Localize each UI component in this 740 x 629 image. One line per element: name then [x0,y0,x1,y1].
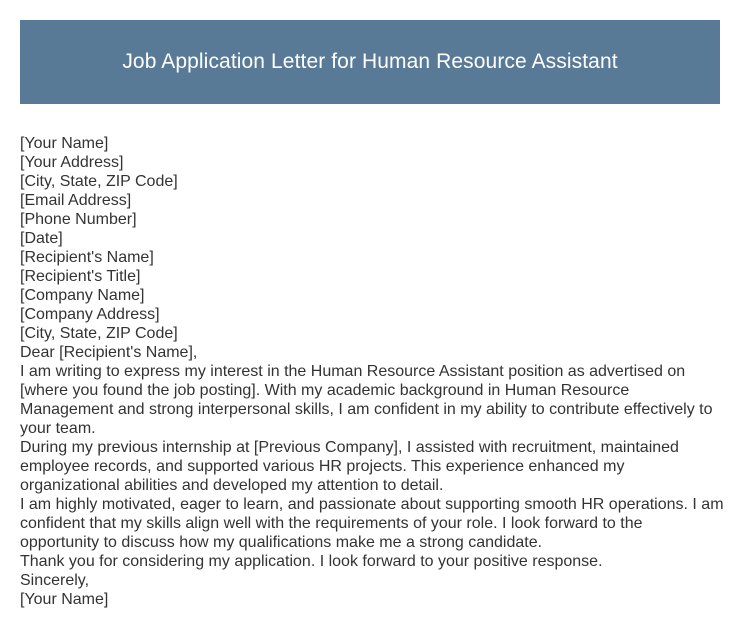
signature: [Your Name] [20,591,109,608]
sender-phone: [Phone Number] [20,211,137,228]
salutation: Dear [Recipient's Name], [20,344,198,361]
page-header [20,20,720,104]
sender-address: [Your Address] [20,154,124,171]
paragraph-motivation: I am highly motivated, eager to learn, and passionate about supporting smooth HR operations. I am confident that my skills align well with the requirements of your role. I look forward to the opportunity to discuss how my qualifications make me a strong candidate. [20,496,724,551]
letter-date: [Date] [20,230,63,247]
recipient-address: [Company Address] [20,306,160,323]
closing: Sincerely, [20,572,90,589]
sender-email: [Email Address] [20,192,132,209]
sender-name: [Your Name] [20,135,109,152]
letter-body [20,134,725,609]
paragraph-intro: I am writing to express my interest in the Human Resource Assistant position as advertised on [where you found the job posting]. With my academic background in Human Resource Management and strong interpersonal skills, I am confident in my ability to contribute effectively to your team. [20,363,713,437]
recipient-city-state-zip: [City, State, ZIP Code] [20,325,178,342]
page-title: Job Application Letter for Human Resource Assistant [122,50,618,73]
recipient-title: [Recipient's Title] [20,268,141,285]
paragraph-thanks: Thank you for considering my application. I look forward to your positive response. [20,553,603,570]
recipient-company: [Company Name] [20,287,145,304]
sender-city-state-zip: [City, State, ZIP Code] [20,173,178,190]
paragraph-experience: During my previous internship at [Previous Company], I assisted with recruitment, maintained employee records, and supported various HR projects. This experience enhanced my organizational abilities and developed my attention to detail. [20,439,679,494]
recipient-name: [Recipient's Name] [20,249,154,266]
